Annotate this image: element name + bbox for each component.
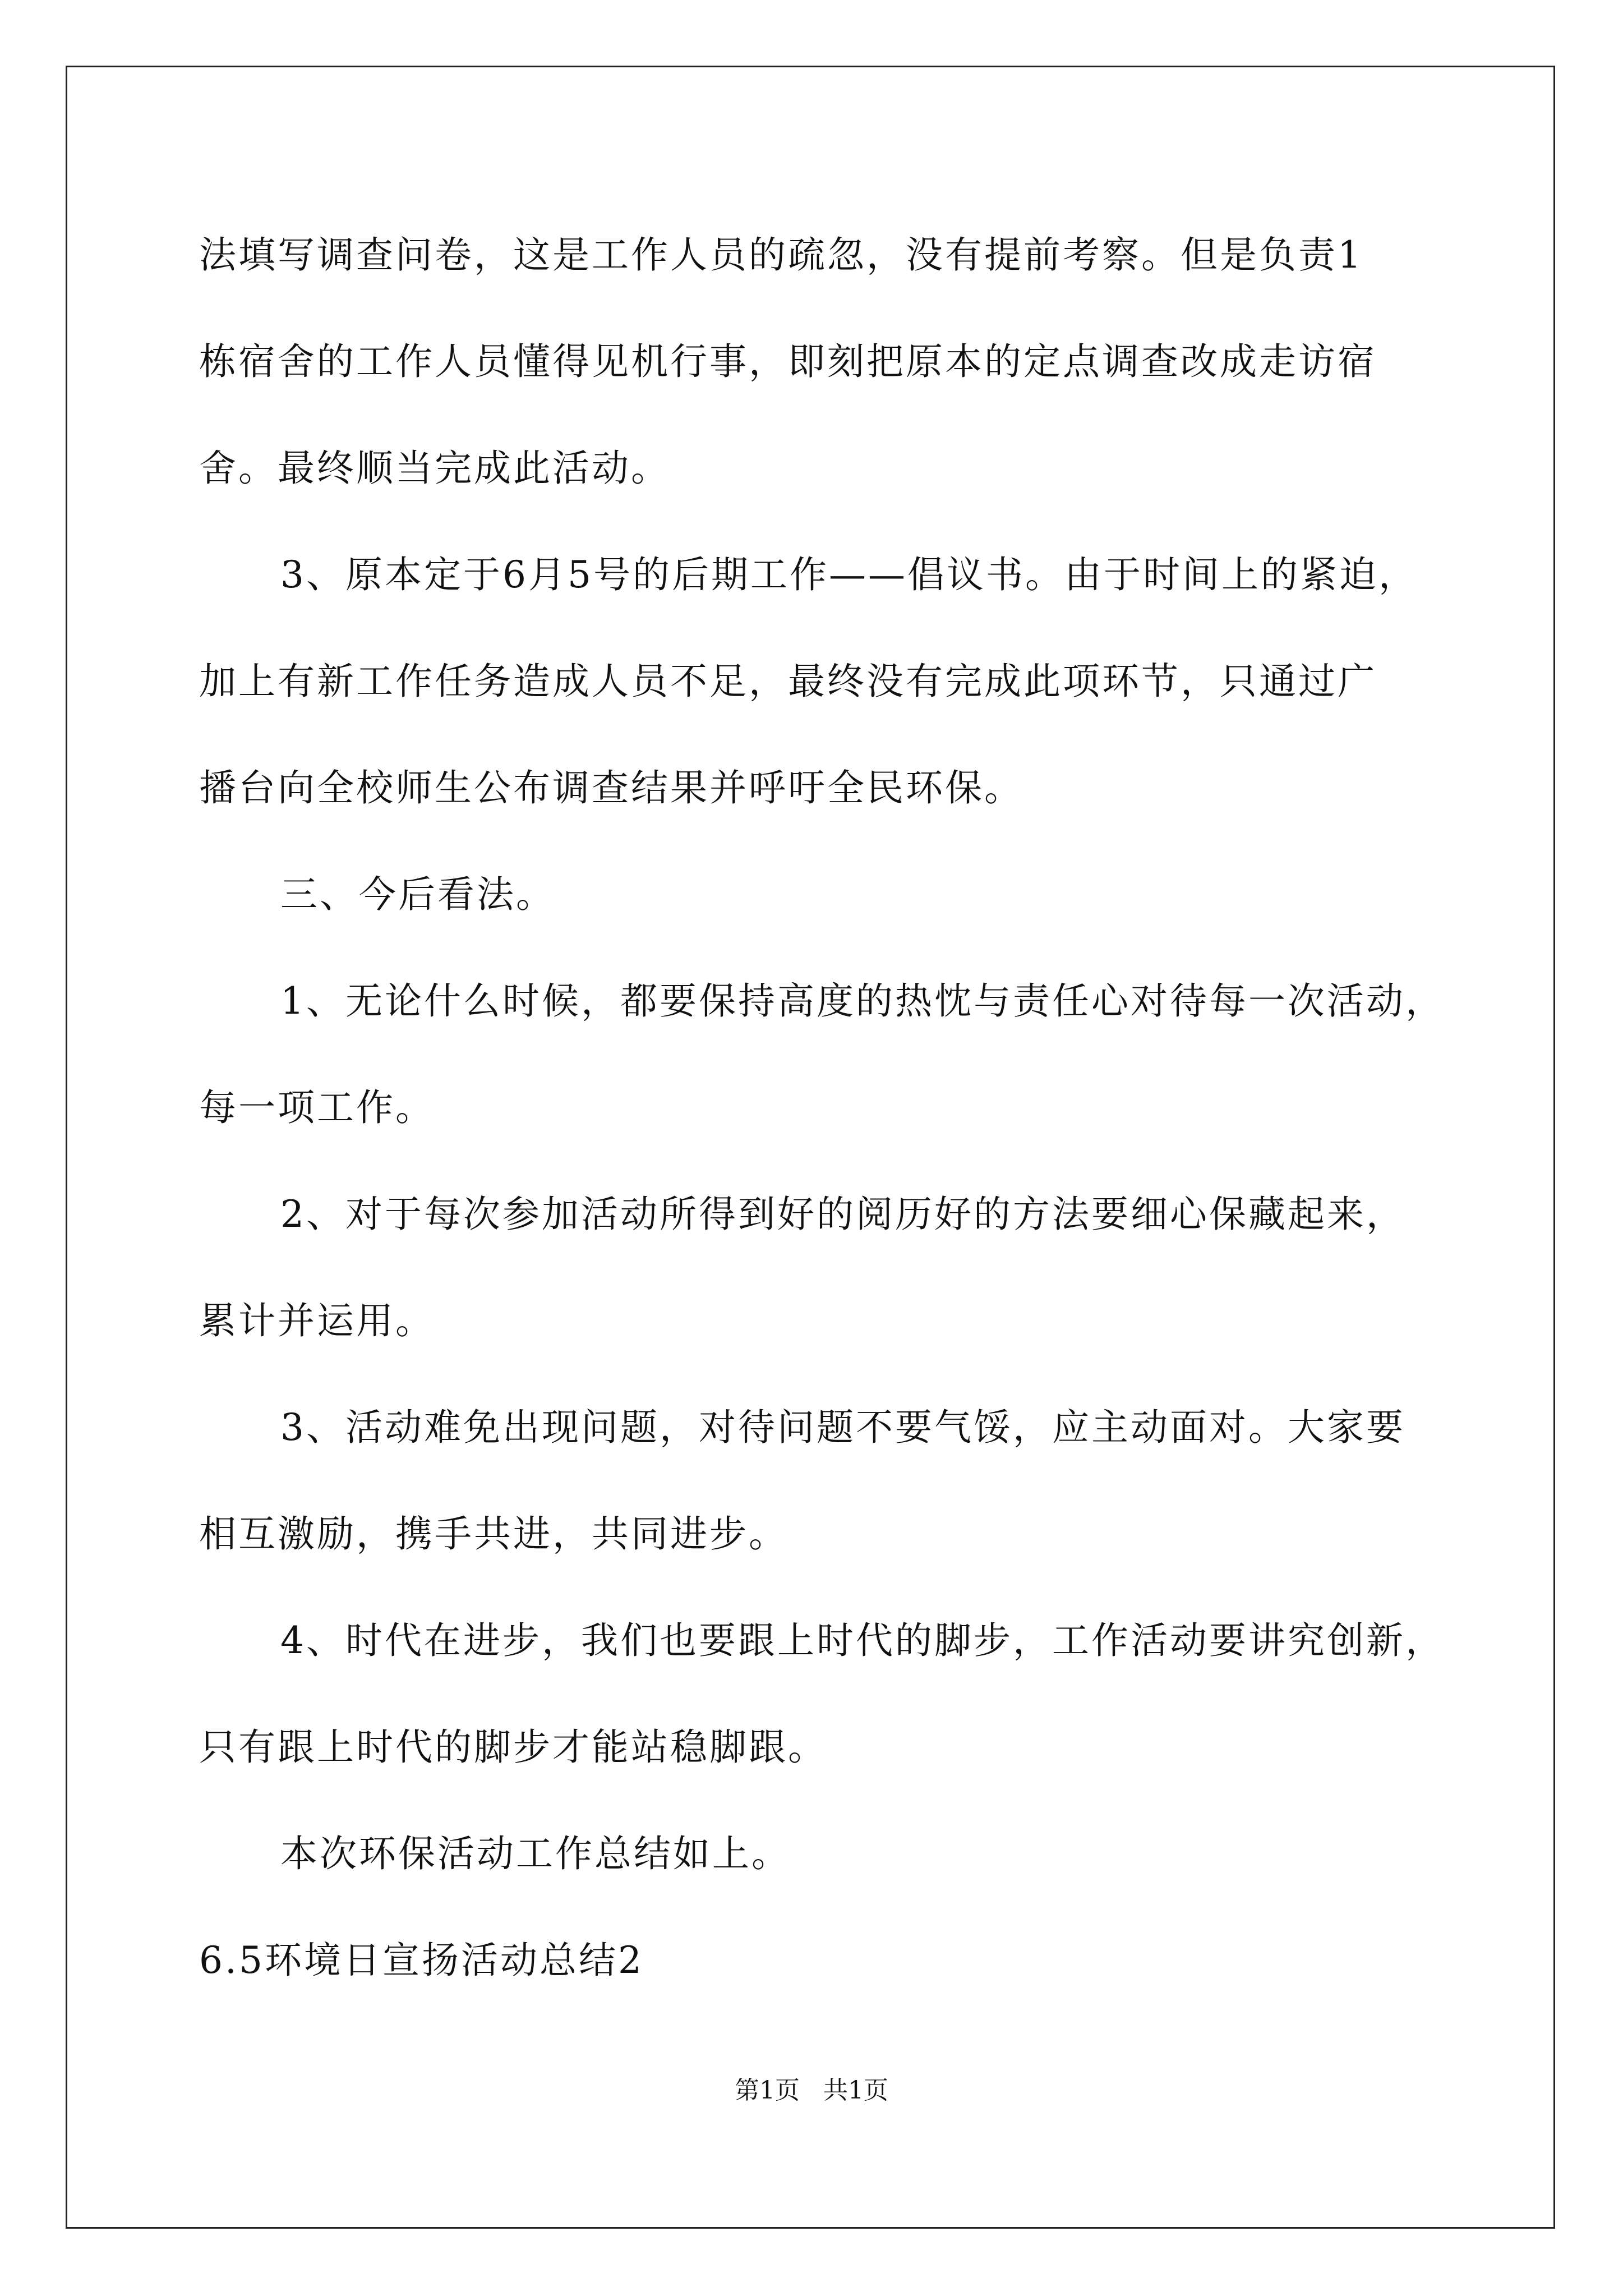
paragraph-line: 3、活动难免出现问题，对待问题不要气馁，应主动面对。大家要 [280, 1406, 1405, 1449]
text-line: 法填写调查问卷，这是工作人员的疏忽，没有提前考察。但是负责1 [199, 233, 1363, 277]
text-line: 加上有新工作任务造成人员不足，最终没有完成此项环节，只通过广 [199, 660, 1377, 703]
text-line: 每一项工作。 [199, 1086, 435, 1129]
paragraph-line: 2、对于每次参加活动所得到好的阅历好的方法要细心保藏起来， [280, 1193, 1405, 1236]
section-heading: 三、今后看法。 [280, 873, 555, 916]
text-line: 只有跟上时代的脚步才能站稳脚跟。 [199, 1726, 827, 1769]
paragraph-line: 3、原本定于6月5号的后期工作——倡议书。由于时间上的紧迫， [280, 553, 1418, 596]
text-line: 累计并运用。 [199, 1299, 435, 1342]
paragraph-line: 4、时代在进步，我们也要跟上时代的脚步，工作活动要讲究创新， [280, 1619, 1445, 1662]
closing-line: 本次环保活动工作总结如上。 [280, 1832, 791, 1875]
text-line: 栋宿舍的工作人员懂得见机行事，即刻把原本的定点调查改成走访宿 [199, 340, 1377, 383]
document-body [199, 202, 1472, 2014]
paragraph-line: 1、无论什么时候，都要保持高度的热忱与责任心对待每一次活动， [280, 979, 1445, 1023]
text-line: 舍。最终顺当完成此活动。 [199, 447, 670, 490]
text-line: 播台向全校师生公布调查结果并呼吁全民环保。 [199, 766, 1023, 809]
text-line: 相互激励，携手共进，共同进步。 [199, 1512, 788, 1556]
page-number-footer: 第1页 共1页 [735, 2076, 888, 2105]
next-section-title: 6.5环境日宣扬活动总结2 [199, 1939, 644, 1982]
